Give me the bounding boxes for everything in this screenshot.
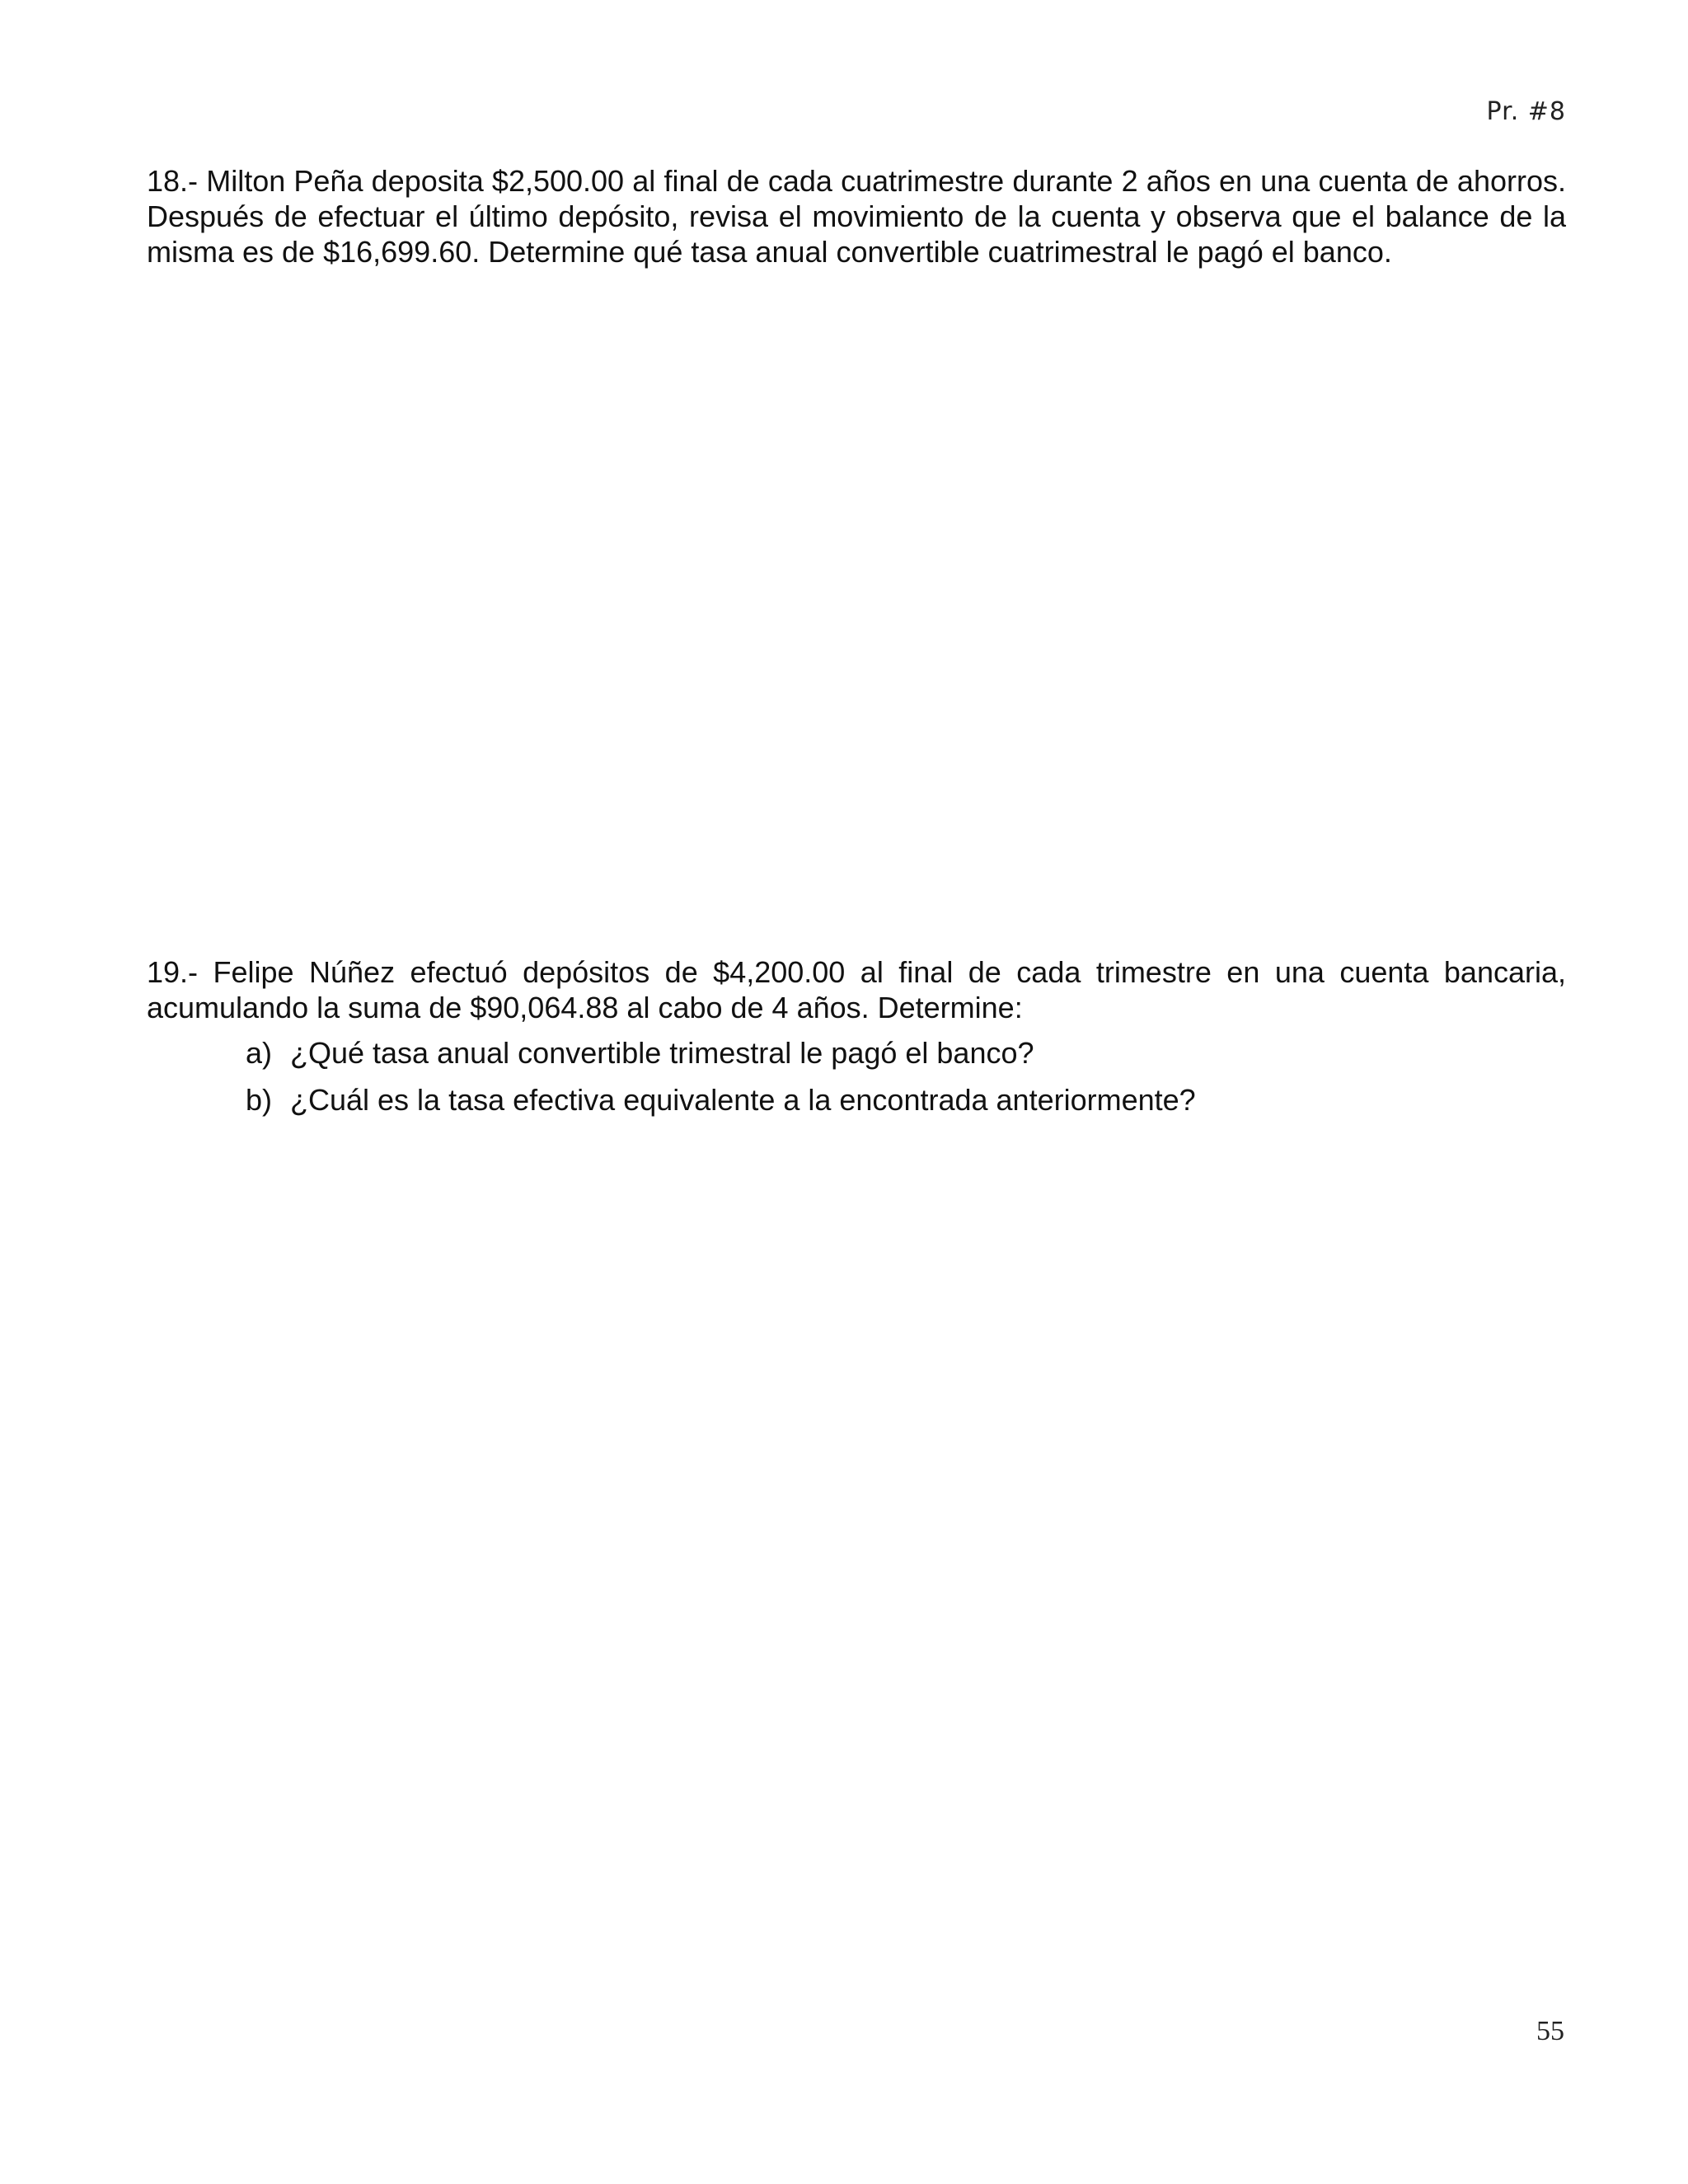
subquestion-b-text: ¿Cuál es la tasa efectiva equivalente a la encontrada anteriormente? (290, 1083, 1196, 1117)
page-header-label: Pr. #8 (1486, 97, 1566, 126)
subquestion-a (246, 1035, 1566, 1071)
subquestion-b (246, 1082, 1566, 1118)
problem-19 (147, 954, 1566, 1129)
problem-18-text: 18.- Milton Peña deposita $2,500.00 al final de cada cuatrimestre durante 2 años en una cuenta de ahorros. Después de efectuar el último depósito, revisa el movimiento de la cuenta y observa que el balance de la misma es de $16,699.60. Determine qué tasa anual convertible cuatrimestral le pagó el banco. (147, 164, 1566, 269)
problem-19-subquestions (246, 1035, 1566, 1118)
subquestion-a-marker: a) (246, 1036, 273, 1070)
page-number: 55 (1536, 2016, 1564, 2046)
subquestion-a-text: ¿Qué tasa anual convertible trimestral le pagó el banco? (290, 1036, 1034, 1070)
problem-19-text: 19.- Felipe Núñez efectuó depósitos de $4,200.00 al final de cada trimestre en una cuenta bancaria, acumulando la suma de $90,064.88 al cabo de 4 años. Determine: (147, 955, 1566, 1024)
problem-18 (147, 163, 1566, 269)
subquestion-b-marker: b) (246, 1083, 273, 1117)
